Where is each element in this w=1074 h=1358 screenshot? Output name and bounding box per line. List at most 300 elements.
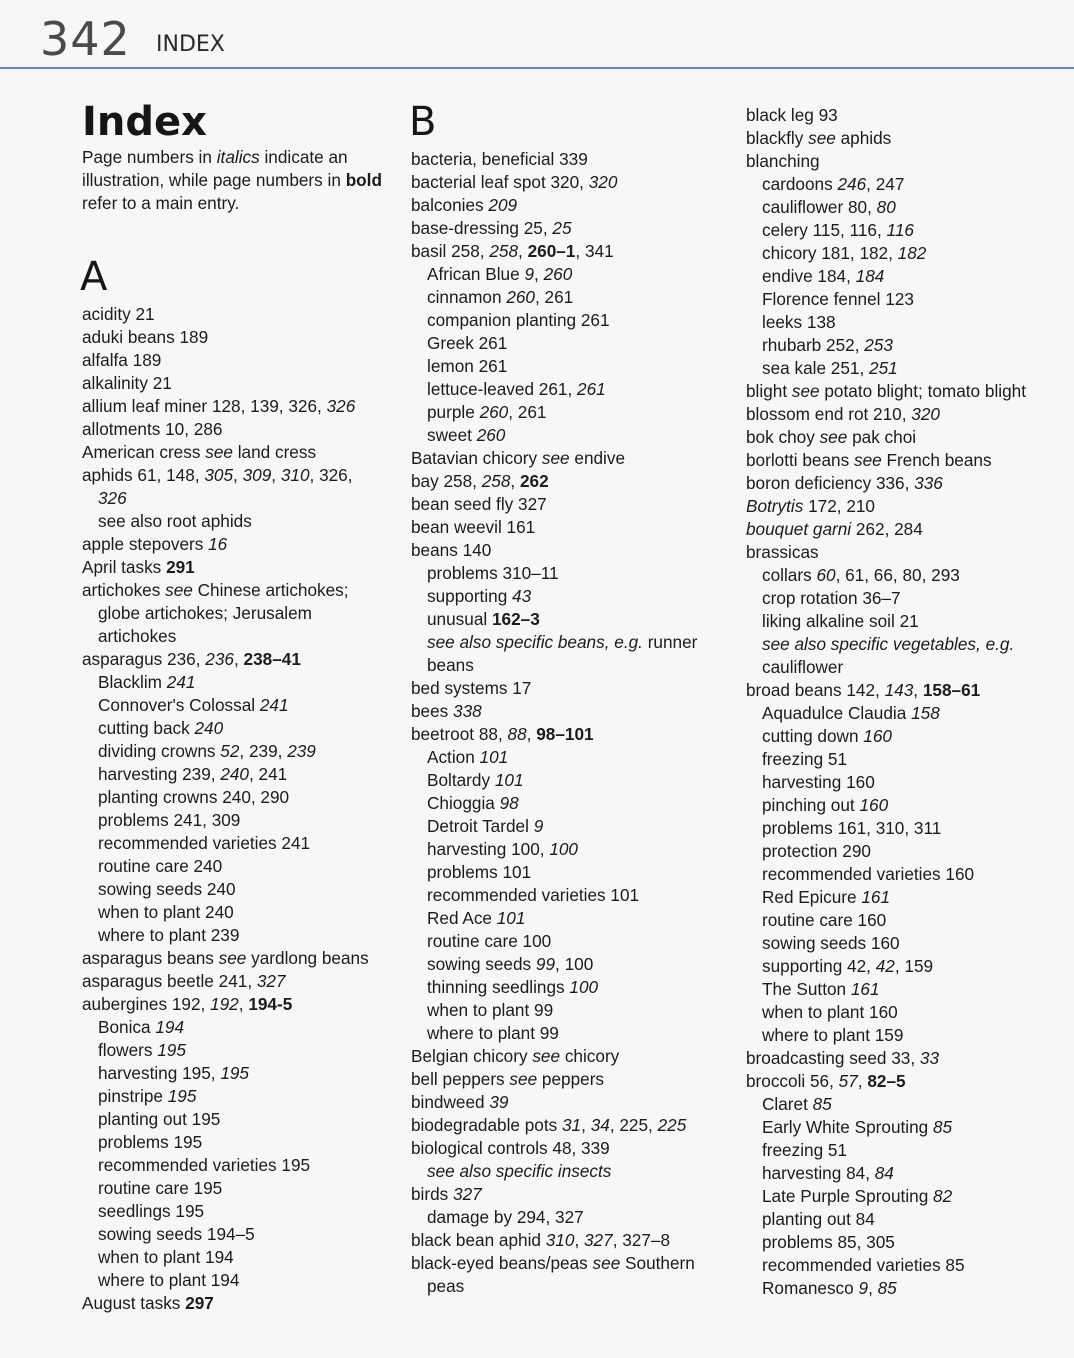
text-run: , 239, — [239, 741, 288, 761]
text-run: sea kale 251, — [762, 358, 870, 378]
section-letter-b: B — [409, 99, 437, 145]
text-run: aphids — [835, 128, 892, 148]
index-column-1 — [80, 100, 390, 1315]
index-subentry — [80, 832, 390, 855]
text-run: 52 — [220, 741, 240, 761]
index-entry — [744, 1047, 1064, 1070]
text-run: see — [509, 1069, 538, 1089]
text-run: see also specific beans, e.g. — [427, 632, 643, 652]
index-subentry — [744, 702, 1064, 725]
text-run: routine care 240 — [98, 856, 223, 876]
text-run: cauliflower 80, — [762, 197, 877, 217]
index-continuation — [409, 1275, 709, 1298]
text-run: broadcasting seed 33, — [746, 1048, 920, 1068]
text-run: planting out 195 — [98, 1109, 221, 1129]
index-subentry — [409, 286, 709, 309]
text-run: Chioggia — [427, 793, 500, 813]
text-run: April tasks — [82, 557, 167, 577]
text-run: protection 290 — [762, 841, 871, 861]
index-subentry — [80, 1269, 390, 1292]
index-subentry — [409, 309, 709, 332]
text-run: harvesting 239, — [98, 764, 221, 784]
text-run: 43 — [512, 586, 532, 606]
index-subentry — [409, 263, 709, 286]
index-subentry — [744, 932, 1064, 955]
index-subentry — [744, 587, 1064, 610]
index-entry — [409, 723, 709, 746]
index-subentry — [80, 924, 390, 947]
text-run: , — [913, 680, 923, 700]
text-run: recommended varieties 85 — [762, 1255, 965, 1275]
text-run: pinching out — [762, 795, 860, 815]
text-run: 99 — [535, 954, 556, 974]
text-run: see — [808, 128, 836, 148]
text-run: where to plant 194 — [98, 1270, 240, 1290]
index-entry — [744, 495, 1064, 518]
index-entry — [744, 1070, 1064, 1093]
index-subentry — [744, 1001, 1064, 1024]
text-run: see also specific vegetables, e.g. — [762, 634, 1015, 654]
index-subentry — [744, 173, 1064, 196]
text-run: globe artichokes; Jerusalem — [98, 603, 312, 623]
text-run: 25 — [552, 218, 572, 238]
text-run: 195 — [167, 1086, 197, 1106]
text-run: 327 — [453, 1184, 482, 1204]
index-entry — [80, 993, 390, 1016]
index-entry — [80, 326, 390, 349]
text-run: runner — [642, 632, 698, 652]
index-subentry — [744, 610, 1064, 633]
index-entry — [409, 677, 709, 700]
index-entry — [80, 372, 390, 395]
index-subentry — [744, 564, 1064, 587]
text-run: , 327–8 — [612, 1230, 671, 1250]
text-run: sowing seeds 240 — [98, 879, 236, 899]
page-number: 342 — [40, 12, 131, 66]
text-run: Greek 261 — [427, 333, 508, 353]
text-run: 326 — [326, 396, 356, 416]
text-run: , — [574, 1230, 584, 1250]
index-subentry — [409, 907, 709, 930]
text-run: , — [868, 1278, 878, 1298]
index-entry — [80, 303, 390, 326]
text-run: 195 — [220, 1063, 249, 1083]
text-run: aphids 61, 148, — [82, 465, 205, 485]
text-run: 162–3 — [491, 609, 540, 629]
text-run: base-dressing 25, — [411, 218, 553, 238]
text-run: 60 — [816, 565, 836, 585]
text-run: endive — [569, 448, 626, 468]
text-run: 239 — [287, 741, 316, 761]
text-run: , — [233, 649, 244, 669]
index-subentry — [409, 930, 709, 953]
index-subentry — [80, 763, 390, 786]
text-run: 33 — [919, 1048, 940, 1068]
text-run: 194-5 — [248, 994, 293, 1014]
text-run: 34 — [590, 1115, 610, 1135]
text-run: 309 — [242, 465, 272, 485]
text-run: artichokes — [98, 626, 177, 646]
index-entry — [80, 533, 390, 556]
text-run: harvesting 100, — [427, 839, 550, 859]
text-run: aubergines 192, — [82, 994, 211, 1014]
text-run: liking alkaline soil 21 — [762, 611, 919, 631]
text-run: routine care 160 — [762, 910, 887, 930]
intro-text — [82, 146, 390, 215]
text-run: problems 161, 310, 311 — [762, 818, 942, 838]
text-run: alfalfa 189 — [82, 350, 162, 370]
text-run: 241 — [259, 695, 289, 715]
text-run: Chinese artichokes; — [192, 580, 349, 600]
text-run: 336 — [914, 473, 943, 493]
index-subentry — [744, 840, 1064, 863]
index-subentry — [744, 863, 1064, 886]
text-run: Page numbers in — [82, 147, 217, 167]
text-run: 80 — [876, 197, 896, 217]
index-entry — [744, 150, 1064, 173]
text-run: see — [165, 580, 193, 600]
text-run: Detroit Tardel — [427, 816, 534, 836]
text-run: 161 — [850, 979, 880, 999]
index-subentry — [744, 1093, 1064, 1116]
text-run: , 247 — [866, 174, 905, 194]
text-run: recommended varieties 241 — [98, 833, 311, 853]
text-run: refer to a main entry. — [82, 193, 240, 213]
text-run: , 159 — [894, 956, 934, 976]
index-subentry — [80, 717, 390, 740]
index-subentry — [409, 608, 709, 631]
text-run: 327 — [584, 1230, 613, 1250]
text-run: 262, 284 — [851, 519, 923, 539]
entries-b — [409, 148, 709, 1298]
text-run: Claret — [762, 1094, 813, 1114]
text-run: routine care 100 — [427, 931, 552, 951]
text-run: bed systems 17 — [411, 678, 532, 698]
text-run: pinstripe — [98, 1086, 168, 1106]
text-run: Red Epicure — [762, 887, 862, 907]
text-run: pak choi — [847, 427, 917, 447]
index-entry — [409, 1045, 709, 1068]
text-run: bean weevil 161 — [411, 517, 536, 537]
index-subentry — [80, 1200, 390, 1223]
text-run: routine care 195 — [98, 1178, 223, 1198]
text-run: see — [819, 427, 848, 447]
index-subentry — [744, 1162, 1064, 1185]
text-run: African Blue — [427, 264, 525, 284]
index-subentry — [80, 809, 390, 832]
index-subentry — [744, 1024, 1064, 1047]
text-run: when to plant 99 — [427, 1000, 554, 1020]
text-run: French beans — [881, 450, 992, 470]
index-subentry — [409, 401, 709, 424]
text-run: American cress — [82, 442, 206, 462]
index-continuation — [409, 654, 709, 677]
text-run: bacterial leaf spot 320, — [411, 172, 589, 192]
index-subentry — [409, 792, 709, 815]
text-run: , — [581, 1115, 591, 1135]
text-run: allium leaf miner 128, 139, 326, — [82, 396, 327, 416]
index-subentry — [744, 633, 1064, 656]
text-run: Connover's Colossal — [98, 695, 260, 715]
text-run: Romanesco — [762, 1278, 859, 1298]
index-entry — [744, 403, 1064, 426]
index-entry — [409, 1252, 709, 1275]
entries-b-continued — [744, 104, 1064, 1300]
index-subentry — [744, 1277, 1064, 1300]
index-subentry — [409, 999, 709, 1022]
index-entry — [409, 1091, 709, 1114]
index-subentry — [80, 1108, 390, 1131]
text-run: bacteria, beneficial 339 — [411, 149, 588, 169]
text-run: , 61, 66, 80, 293 — [835, 565, 960, 585]
index-subentry — [80, 1246, 390, 1269]
text-run: Florence fennel 123 — [762, 289, 914, 309]
index-entry — [409, 447, 709, 470]
text-run: , 100 — [555, 954, 594, 974]
index-entry — [744, 449, 1064, 472]
text-run: 310 — [545, 1230, 575, 1250]
text-run: , — [510, 471, 520, 491]
text-run: Belgian chicory — [411, 1046, 533, 1066]
index-subentry — [409, 815, 709, 838]
text-run: 320 — [588, 172, 618, 192]
index-subentry — [744, 1231, 1064, 1254]
text-run: 85 — [933, 1117, 953, 1137]
index-entry — [744, 380, 1064, 403]
index-continuation — [80, 487, 390, 510]
text-run: 258 — [489, 241, 519, 261]
text-run: endive 184, — [762, 266, 856, 286]
text-run: 57 — [838, 1071, 858, 1091]
text-run: 101 — [479, 747, 509, 767]
index-entry — [409, 493, 709, 516]
text-run: , — [518, 241, 528, 261]
text-run: seedlings 195 — [98, 1201, 205, 1221]
index-subentry — [744, 265, 1064, 288]
index-subentry — [80, 671, 390, 694]
text-run: bold — [345, 170, 382, 190]
text-run: sweet — [427, 425, 477, 445]
text-run: rhubarb 252, — [762, 335, 865, 355]
page-header — [40, 10, 1074, 70]
text-run: 258 — [481, 471, 511, 491]
index-subentry — [80, 901, 390, 924]
index-entry — [409, 516, 709, 539]
text-run: borlotti beans — [746, 450, 854, 470]
text-run: 260–1 — [527, 241, 576, 261]
text-run: The Sutton — [762, 979, 851, 999]
text-run: lettuce-leaved 261, — [427, 379, 578, 399]
text-run: recommended varieties 160 — [762, 864, 975, 884]
index-entry — [80, 395, 390, 418]
text-run: thinning seedlings — [427, 977, 570, 997]
index-entry — [744, 541, 1064, 564]
index-entry — [409, 1114, 709, 1137]
text-run: planting out 84 — [762, 1209, 875, 1229]
index-continuation — [744, 656, 1064, 679]
index-entry — [409, 171, 709, 194]
text-run: 305 — [204, 465, 234, 485]
index-entry — [80, 579, 390, 602]
text-run: August tasks — [82, 1293, 186, 1313]
index-subentry — [409, 424, 709, 447]
text-run: 172, 210 — [803, 496, 875, 516]
text-run: cinnamon — [427, 287, 507, 307]
text-run: 85 — [812, 1094, 832, 1114]
text-run: problems 101 — [427, 862, 532, 882]
text-run: 241 — [166, 672, 196, 692]
index-subentry — [744, 771, 1064, 794]
index-column-2 — [409, 100, 709, 1298]
text-run: 9 — [524, 264, 535, 284]
text-run: , 341 — [575, 241, 614, 261]
index-subentry — [80, 878, 390, 901]
index-entry — [744, 679, 1064, 702]
text-run: 101 — [494, 770, 524, 790]
text-run: , — [233, 465, 243, 485]
text-run: aduki beans 189 — [82, 327, 209, 347]
text-run: Blacklim — [98, 672, 167, 692]
text-run: 161 — [861, 887, 891, 907]
text-run: 158 — [911, 703, 940, 723]
text-run: Batavian chicory — [411, 448, 542, 468]
text-run: purple — [427, 402, 480, 422]
text-run: chicory — [560, 1046, 620, 1066]
text-run: 236 — [205, 649, 234, 669]
text-run: problems 241, 309 — [98, 810, 241, 830]
index-subentry — [744, 1139, 1064, 1162]
text-run: 240 — [220, 764, 249, 784]
index-subentry — [80, 1039, 390, 1062]
text-run: lemon 261 — [427, 356, 508, 376]
text-run: beans — [427, 655, 474, 675]
index-subentry — [744, 311, 1064, 334]
text-run: damage by 294, 327 — [427, 1207, 584, 1227]
text-run: see also specific insects — [427, 1161, 612, 1181]
text-run: biodegradable pots — [411, 1115, 562, 1135]
text-run: see — [541, 448, 570, 468]
index-subentry — [409, 1160, 709, 1183]
index-subentry — [80, 1131, 390, 1154]
text-run: 160 — [863, 726, 892, 746]
index-entry — [409, 148, 709, 171]
text-run: Aquadulce Claudia — [762, 703, 912, 723]
index-subentry — [409, 861, 709, 884]
index-subentry — [80, 1177, 390, 1200]
text-run: bok choy — [746, 427, 820, 447]
index-entry — [80, 464, 390, 487]
text-run: 160 — [859, 795, 889, 815]
index-subentry — [744, 288, 1064, 311]
text-run: acidity 21 — [82, 304, 155, 324]
text-run: italics — [216, 147, 260, 167]
index-subentry — [409, 378, 709, 401]
text-run: 9 — [858, 1278, 869, 1298]
index-subentry — [80, 1223, 390, 1246]
text-run: 338 — [453, 701, 482, 721]
text-run: boron deficiency 336, — [746, 473, 915, 493]
text-run: , 261 — [535, 287, 574, 307]
text-run: Botrytis — [746, 496, 804, 516]
index-entry — [80, 947, 390, 970]
text-run: 42 — [875, 956, 895, 976]
text-run: 98–101 — [536, 724, 594, 744]
text-run: blossom end rot 210, — [746, 404, 912, 424]
text-run: broccoli 56, — [746, 1071, 839, 1091]
section-title: INDEX — [156, 32, 225, 57]
text-run: bean seed fly 327 — [411, 494, 547, 514]
index-subentry — [409, 1206, 709, 1229]
text-run: , 225, — [609, 1115, 658, 1135]
header-rule — [0, 67, 1074, 69]
text-run: Southern — [620, 1253, 695, 1273]
text-run: 158–61 — [922, 680, 981, 700]
text-run: yardlong beans — [246, 948, 369, 968]
text-run: illustration, while page numbers in — [82, 170, 346, 190]
index-subentry — [80, 1062, 390, 1085]
text-run: 194 — [155, 1017, 185, 1037]
text-run: when to plant 194 — [98, 1247, 234, 1267]
text-run: Boltardy — [427, 770, 495, 790]
text-run: 260 — [479, 402, 509, 422]
text-run: 260 — [506, 287, 535, 307]
text-run: harvesting 84, — [762, 1163, 875, 1183]
text-run: 98 — [499, 793, 519, 813]
text-run: bay 258, — [411, 471, 482, 491]
text-run: asparagus beans — [82, 948, 219, 968]
index-entry — [409, 1229, 709, 1252]
index-subentry — [744, 1116, 1064, 1139]
index-subentry — [409, 746, 709, 769]
text-run: 326 — [98, 488, 127, 508]
text-run: sowing seeds 194–5 — [98, 1224, 255, 1244]
text-run: 260 — [543, 264, 573, 284]
text-run: problems 195 — [98, 1132, 203, 1152]
text-run: 225 — [657, 1115, 687, 1135]
text-run: companion planting 261 — [427, 310, 610, 330]
text-run: peppers — [537, 1069, 605, 1089]
text-run: 246 — [837, 174, 867, 194]
text-run: 297 — [185, 1293, 214, 1313]
index-entry — [409, 470, 709, 493]
index-entry — [409, 539, 709, 562]
text-run: blanching — [746, 151, 820, 171]
text-run: , 326, — [309, 465, 353, 485]
index-entry — [744, 104, 1064, 127]
text-run: black-eyed beans/peas — [411, 1253, 593, 1273]
text-run: 182 — [897, 243, 927, 263]
text-run: , — [526, 724, 537, 744]
index-column-3 — [744, 104, 1064, 1300]
index-subentry — [744, 242, 1064, 265]
text-run: dividing crowns — [98, 741, 221, 761]
text-run: land cress — [232, 442, 317, 462]
entries-a — [80, 303, 390, 1315]
text-run: 262 — [519, 471, 549, 491]
text-run: leeks 138 — [762, 312, 836, 332]
text-run: supporting — [427, 586, 513, 606]
text-run: recommended varieties 195 — [98, 1155, 311, 1175]
text-run: freezing 51 — [762, 749, 848, 769]
text-run: , — [857, 1071, 868, 1091]
text-run: bindweed — [411, 1092, 490, 1112]
text-run: unusual — [427, 609, 492, 629]
index-subentry — [80, 786, 390, 809]
text-run: 291 — [166, 557, 195, 577]
text-run: cardoons — [762, 174, 838, 194]
index-entry — [409, 1183, 709, 1206]
text-run: problems 85, 305 — [762, 1232, 895, 1252]
